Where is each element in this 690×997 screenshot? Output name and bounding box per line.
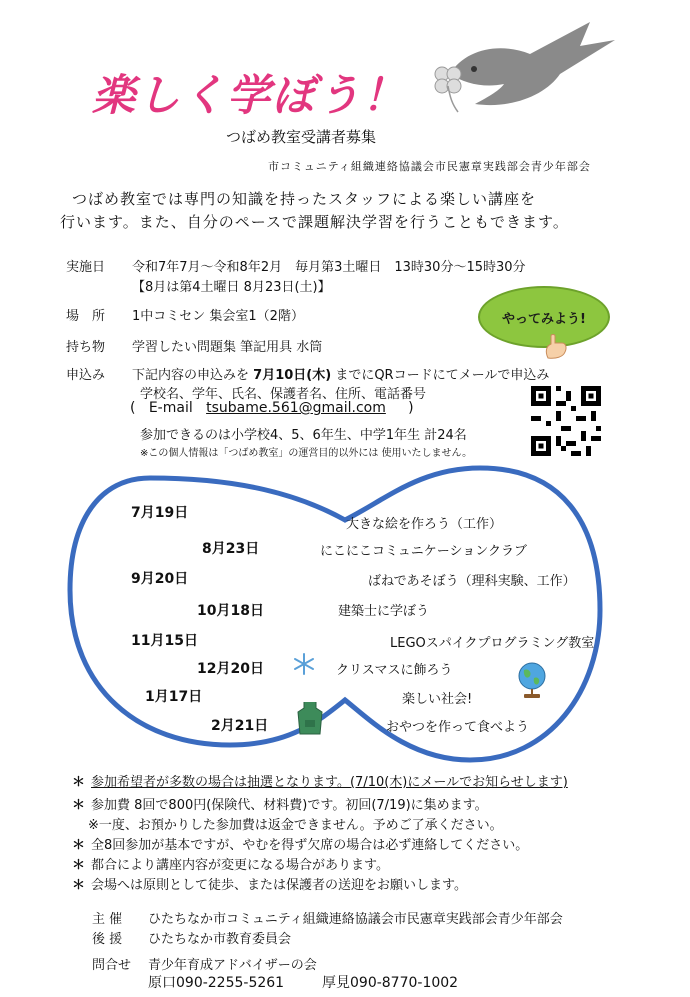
schedule-topic: おやつを作って食べよう <box>386 720 530 735</box>
date-value: 令和7年7月～令和8年2月 毎月第3土曜日 13時30分～15時30分 <box>132 260 526 275</box>
schedule-topic: 大きな絵を作ろう（工作） <box>346 517 503 532</box>
schedule-topic: 楽しい社会! <box>402 692 473 707</box>
contact-phone-1: 原口090-2255-5261 <box>148 975 285 991</box>
note-attendance: ＊ 全8回参加が基本ですが、やむを得ず欠席の場合は必ず連絡してください。 <box>72 838 529 853</box>
email-open-paren: ( <box>130 400 136 416</box>
date-label: 実施日 <box>66 260 106 275</box>
items-value: 学習したい問題集 筆記用具 水筒 <box>132 340 323 355</box>
contact-org: 青少年育成アドバイザーの会 <box>148 958 317 973</box>
privacy-note: ※この個人情報は「つばめ教室」の運営目的以外には 使用いたしません。 <box>140 448 473 459</box>
email-address-link[interactable]: tsubame.561@gmail.com <box>206 400 386 416</box>
note-refund: ※一度、お預かりした参加費は返金できません。予めご了承ください。 <box>88 818 503 833</box>
apron-icon <box>294 700 326 736</box>
schedule-date: 9月20日 <box>131 571 189 587</box>
note-transport: ＊ 会場へは原則として徒歩、または保護者の送迎をお願いします。 <box>72 878 467 893</box>
eligibility: 参加できるのは小学校4、5、6年生、中学1年生 計24名 <box>140 428 467 443</box>
schedule-date: 12月20日 <box>197 661 264 677</box>
email-label: E-mail <box>148 400 193 416</box>
schedule-date: 8月23日 <box>202 541 260 557</box>
globe-icon <box>514 660 550 700</box>
email-close-paren: ) <box>408 400 414 416</box>
apply-label: 申込み <box>66 368 106 383</box>
note-transport-text: 会場へは原則として徒歩、または保護者の送迎をお願いします。 <box>91 878 467 893</box>
note-fee-text: 参加費 8回で800円(保険代、材料費)です。初回(7/19)に集めます。 <box>91 798 488 813</box>
schedule-topic: クリスマスに飾ろう <box>336 663 453 678</box>
schedule-topic: にこにこコミュニケーションクラブ <box>320 544 527 559</box>
date-note: 【8月は第4土曜日 8月23日(土)】 <box>132 280 331 295</box>
note-lottery-text: 参加希望者が多数の場合は抽選となります。(7/10(木)にメールでお知らせします) <box>91 775 568 790</box>
intro-line-2: 行います。また、自分のペースで課題解決学習を行うこともできます。 <box>60 213 569 231</box>
support-label: 後 援 <box>92 932 123 947</box>
schedule-date: 7月19日 <box>131 505 189 521</box>
schedule-date: 1月17日 <box>145 689 203 705</box>
subtitle: つばめ教室受講者募集 <box>226 128 377 146</box>
apply-line-1-c: までにQRコードにてメールで申込み <box>335 368 550 383</box>
contact-phone-2: 厚見090-8770-1002 <box>322 975 459 991</box>
schedule-date: 2月21日 <box>211 718 269 734</box>
note-lottery: ＊ 参加希望者が多数の場合は抽選となります。(7/10(木)にメールでお知らせします) <box>72 775 568 790</box>
apply-line-1-a: 下記内容の申込みを <box>132 368 250 383</box>
organizer-line: 市コミュニティ組織連絡協議会市民憲章実践部会青少年部会 <box>268 160 591 173</box>
intro-line-1: つばめ教室では専門の知識を持ったスタッフによる楽しい講座を <box>72 190 537 208</box>
support-value: ひたちなか市教育委員会 <box>148 932 292 947</box>
place-label: 場 所 <box>66 309 106 324</box>
note-attendance-text: 全8回参加が基本ですが、やむを得ず欠席の場合は必ず連絡してください。 <box>91 838 529 853</box>
schedule-topic: ばねであそぼう（理科実験、工作） <box>368 574 576 589</box>
items-label: 持ち物 <box>66 340 106 355</box>
contact-label: 問合せ <box>92 958 132 973</box>
note-fee: ＊ 参加費 8回で800円(保険代、材料費)です。初回(7/19)に集めます。 <box>72 798 488 813</box>
place-value: 1中コミセン 集会室1（2階） <box>132 309 304 324</box>
schedule-date: 10月18日 <box>197 603 264 619</box>
host-value: ひたちなか市コミュニティ組織連絡協議会市民憲章実践部会青少年部会 <box>148 912 563 927</box>
note-changes: ＊ 都合により講座内容が変更になる場合があります。 <box>72 858 389 873</box>
schedule-topic: 建築士に学ぼう <box>338 604 430 619</box>
snowflake-icon <box>292 652 316 676</box>
badge-text: やってみよう! <box>502 311 586 327</box>
host-label: 主 催 <box>92 912 123 927</box>
headline: 楽しく学ぼう！ <box>92 71 407 121</box>
note-changes-text: 都合により講座内容が変更になる場合があります。 <box>91 858 389 873</box>
schedule-date: 11月15日 <box>131 633 198 649</box>
apply-deadline: 7月10日(木) <box>253 368 332 383</box>
schedule-topic: LEGOスパイクプログラミング教室 <box>390 636 595 651</box>
apply-line-2: 学校名、学年、氏名、保護者名、住所、電話番号 <box>140 387 427 402</box>
